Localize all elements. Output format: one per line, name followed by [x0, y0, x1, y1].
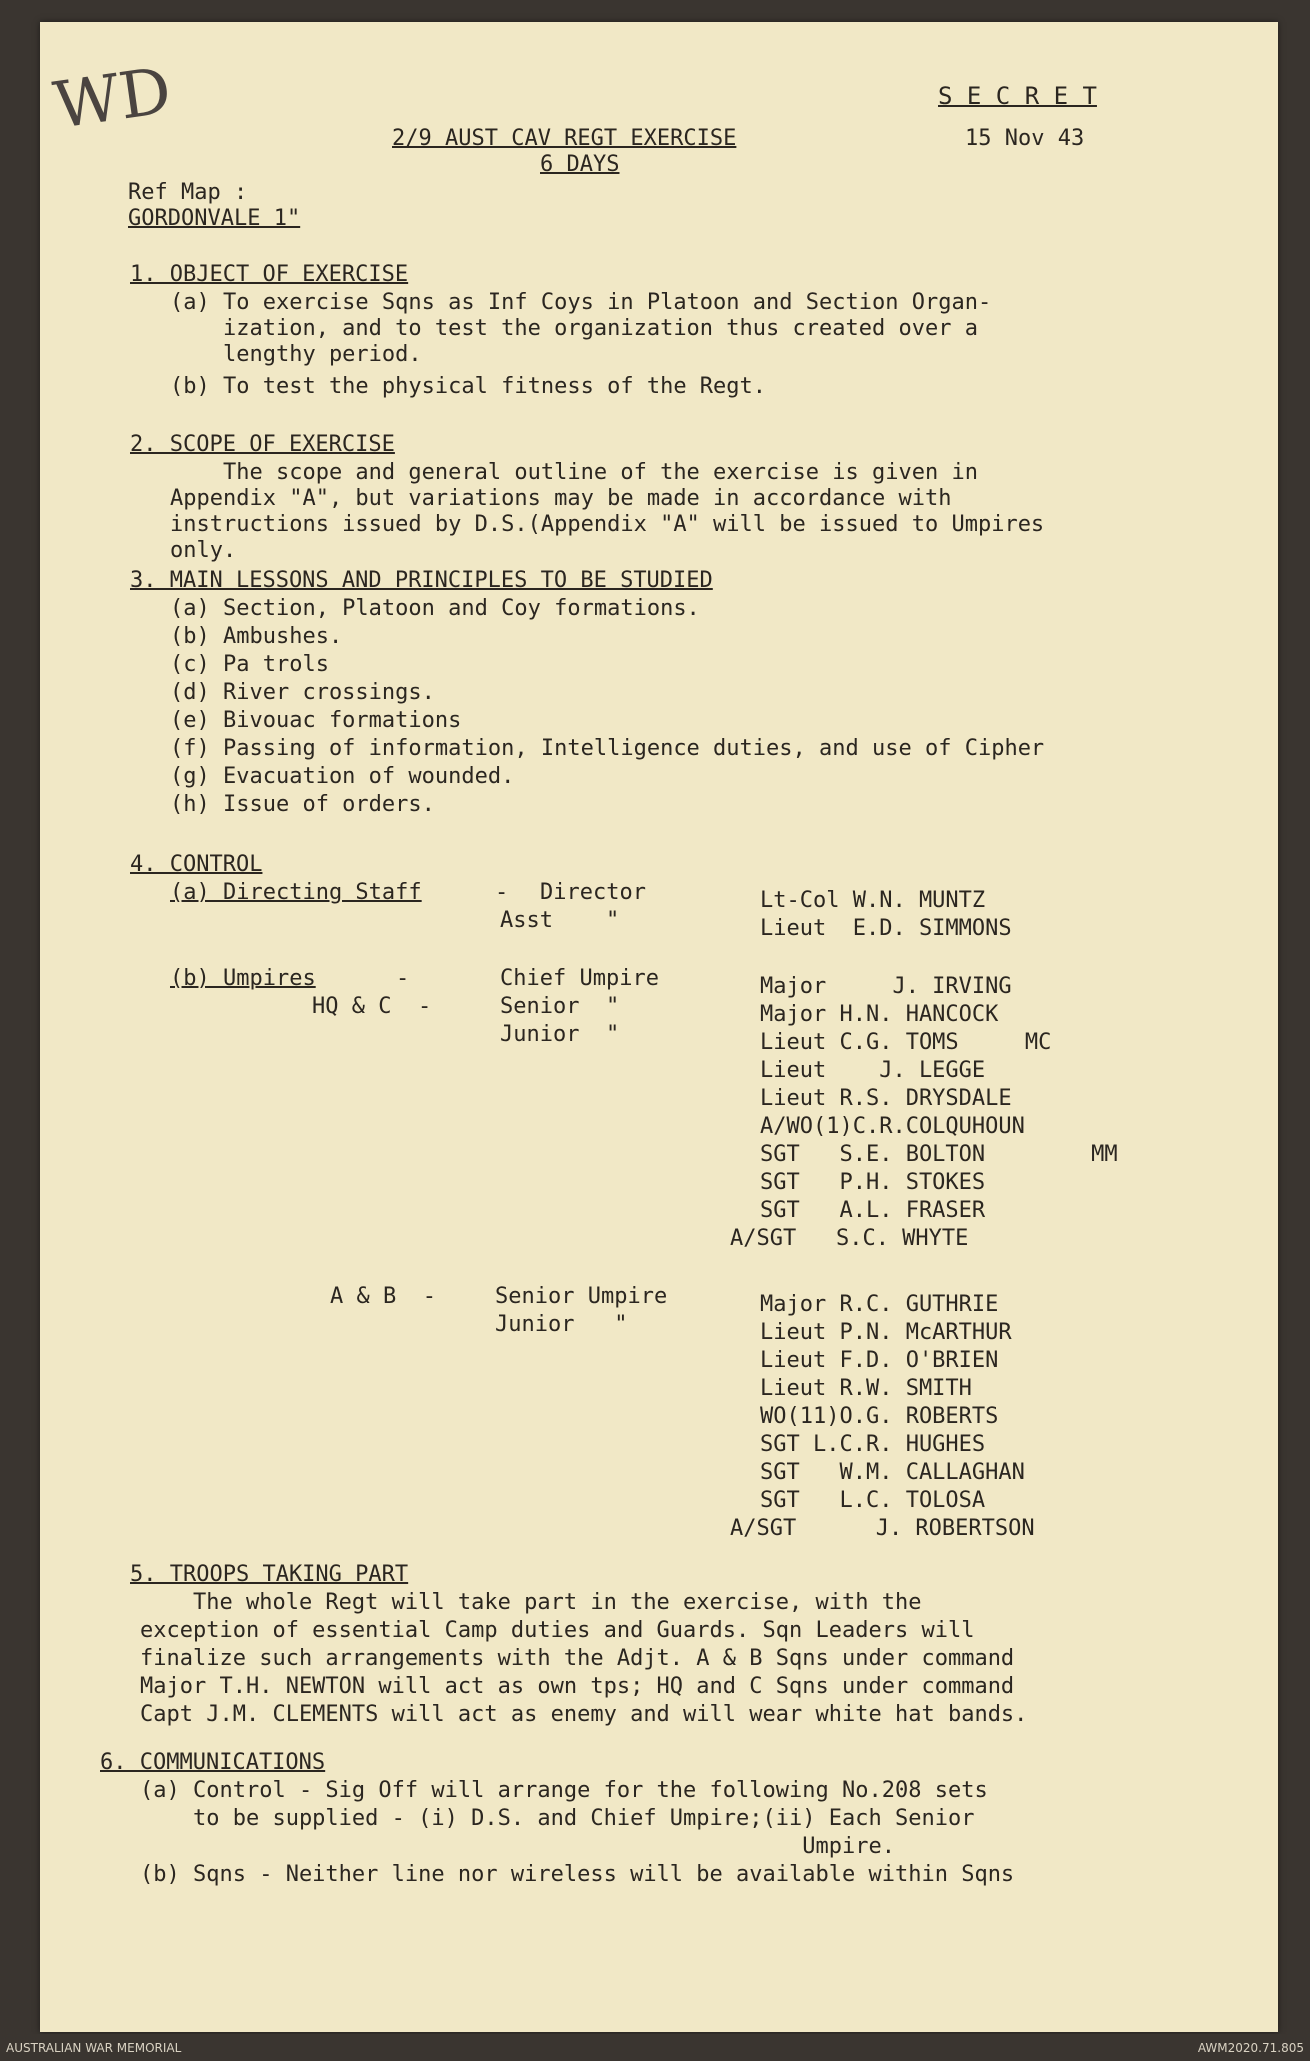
paragraph-line: finalize such arrangements with the Adjt. A & B Sqns under command: [140, 1646, 1015, 1671]
hq-c-label: HQ & C -: [312, 994, 432, 1019]
ref-map-value: GORDONVALE 1": [128, 206, 301, 231]
list-item: (d) River crossings.: [170, 680, 435, 705]
paragraph-line: to be supplied - (i) D.S. and Chief Umpire;(ii) Each Senior: [140, 1806, 975, 1831]
umpire-name: A/SGT J. ROBERTSON: [730, 1516, 1035, 1541]
list-item: lengthy period.: [170, 342, 422, 367]
paragraph-line: only.: [170, 538, 237, 563]
document-date: 15 Nov 43: [965, 126, 1085, 151]
umpire-name: Lieut P.N. McARTHUR: [760, 1320, 1012, 1345]
role-director: Director: [540, 880, 646, 905]
umpire-name: Major J. IRVING: [760, 974, 1012, 999]
umpire-name: SGT S.E. BOLTON MM: [760, 1142, 1118, 1167]
paragraph-line: exception of essential Camp duties and Guards. Sqn Leaders will: [140, 1618, 975, 1643]
document-page: [40, 22, 1278, 2032]
umpire-name: Major H.N. HANCOCK: [760, 1002, 999, 1027]
umpire-role: Senior Umpire: [495, 1284, 668, 1309]
umpire-name: Lieut R.S. DRYSDALE: [760, 1086, 1012, 1111]
umpire-name: SGT P.H. STOKES: [760, 1170, 986, 1195]
list-item: (b) Ambushes.: [170, 624, 343, 649]
umpire-role: Senior ": [500, 994, 620, 1019]
list-item: (a) To exercise Sqns as Inf Coys in Platoon and Section Organ-: [170, 290, 992, 315]
list-item: (e) Bivouac formations: [170, 708, 462, 733]
paragraph-line: Umpire.: [140, 1834, 895, 1859]
section-heading: 6. COMMUNICATIONS: [100, 1750, 326, 1775]
section-heading: 1. OBJECT OF EXERCISE: [130, 262, 409, 287]
umpire-role: Junior ": [500, 1022, 620, 1047]
paragraph-line: The scope and general outline of the exercise is given in: [170, 460, 978, 485]
umpire-name: SGT A.L. FRASER: [760, 1198, 986, 1223]
directing-staff-label: (a) Directing Staff: [170, 880, 422, 905]
section-heading: 2. SCOPE OF EXERCISE: [130, 432, 395, 457]
umpire-name: SGT W.M. CALLAGHAN: [760, 1460, 1025, 1485]
umpire-name: Lieut F.D. O'BRIEN: [760, 1348, 999, 1373]
footer-institution: AUSTRALIAN WAR MEMORIAL: [6, 2041, 182, 2055]
classification-marking: S E C R E T: [938, 82, 1097, 110]
footer-accession: AWM2020.71.805: [1197, 2041, 1304, 2055]
handwritten-mark: WD: [49, 54, 176, 144]
document-subtitle: 6 DAYS: [540, 152, 620, 177]
ref-map-label: Ref Map :: [128, 180, 248, 205]
document-title: 2/9 AUST CAV REGT EXERCISE: [392, 126, 737, 151]
staff-name: Lt-Col W.N. MUNTZ: [760, 888, 986, 913]
paragraph-line: Major T.H. NEWTON will act as own tps; HQ and C Sqns under command: [140, 1674, 1015, 1699]
paragraph-line: The whole Regt will take part in the exercise, with the: [140, 1590, 922, 1615]
umpire-name: Lieut C.G. TOMS MC: [760, 1030, 1052, 1055]
umpires-label: (b) Umpires: [170, 966, 316, 991]
list-item: (g) Evacuation of wounded.: [170, 764, 515, 789]
section-heading: 3. MAIN LESSONS AND PRINCIPLES TO BE STUDIED: [130, 568, 713, 593]
paragraph-line: Capt J.M. CLEMENTS will act as enemy and will wear white hat bands.: [140, 1702, 1028, 1727]
umpire-name: Lieut J. LEGGE: [760, 1058, 986, 1083]
umpire-name: Lieut R.W. SMITH: [760, 1376, 972, 1401]
directing-staff-dash: -: [495, 880, 509, 905]
paragraph-line: (a) Control - Sig Off will arrange for the following No.208 sets: [140, 1778, 988, 1803]
paragraph-line: Appendix "A", but variations may be made in accordance with: [170, 486, 952, 511]
umpire-name: A/SGT S.C. WHYTE: [730, 1226, 969, 1251]
list-item: (c) Pa trols: [170, 652, 329, 677]
section-heading: 4. CONTROL: [130, 852, 263, 877]
list-item: (f) Passing of information, Intelligence duties, and use of Cipher: [170, 736, 1045, 761]
list-item: (h) Issue of orders.: [170, 792, 435, 817]
umpires-dash: -: [396, 966, 410, 991]
paragraph-line: (b) Sqns - Neither line nor wireless will be available within Sqns: [140, 1862, 1015, 1887]
umpire-name: Major R.C. GUTHRIE: [760, 1292, 999, 1317]
list-item: (b) To test the physical fitness of the Regt.: [170, 374, 767, 399]
umpire-role: Junior ": [495, 1312, 628, 1337]
umpire-name: SGT L.C.R. HUGHES: [760, 1432, 986, 1457]
paragraph-line: instructions issued by D.S.(Appendix "A" will be issued to Umpires: [170, 512, 1045, 537]
umpire-role: Chief Umpire: [500, 966, 659, 991]
list-item: (a) Section, Platoon and Coy formations.: [170, 596, 700, 621]
section-heading: 5. TROOPS TAKING PART: [130, 1562, 409, 1587]
staff-name: Lieut E.D. SIMMONS: [760, 916, 1012, 941]
umpire-name: SGT L.C. TOLOSA: [760, 1488, 986, 1513]
role-asst: Asst ": [500, 908, 620, 933]
umpire-name: WO(11)O.G. ROBERTS: [760, 1404, 999, 1429]
a-b-label: A & B -: [330, 1284, 436, 1309]
archive-footer: [0, 2034, 1310, 2061]
umpire-name: A/WO(1)C.R.COLQUHOUN: [760, 1114, 1025, 1139]
list-item: ization, and to test the organization thus created over a: [170, 316, 978, 341]
